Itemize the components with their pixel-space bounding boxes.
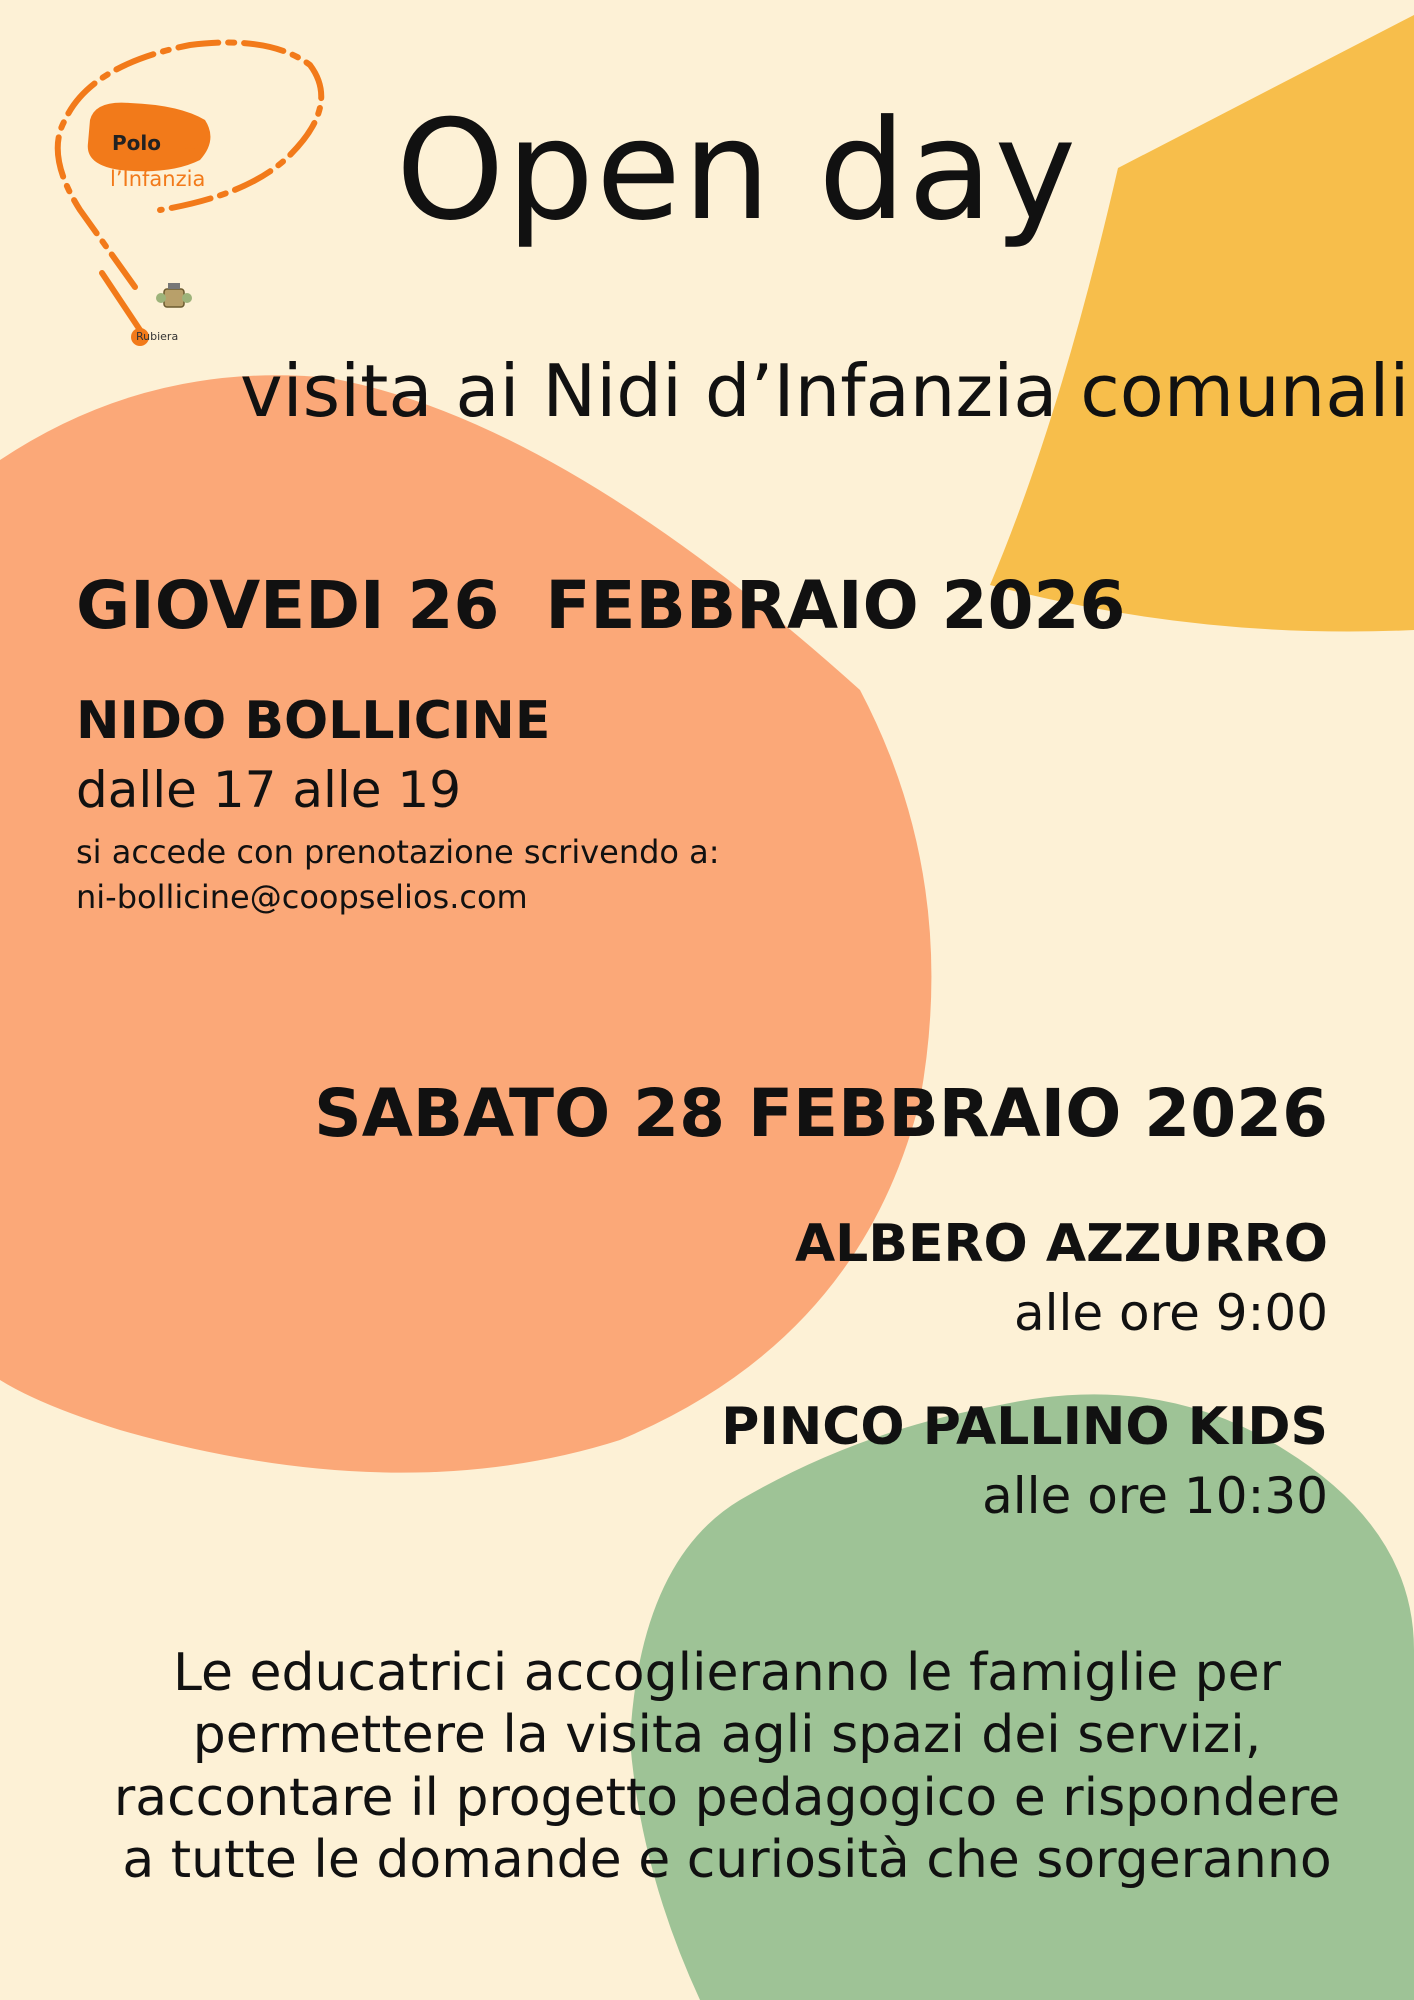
venue-name-nido-bollicine: NIDO BOLLICINE <box>76 691 551 751</box>
venue-name-albero-azzurro: ALBERO AZZURRO <box>794 1214 1328 1274</box>
logo-municipality: Rubiera <box>136 330 179 343</box>
logo-line1-small: per <box>183 141 200 152</box>
salmon-blob <box>0 375 931 1472</box>
booking-note: si accede con prenotazione scrivendo a: <box>76 833 720 871</box>
closing-line: a tutte le domande e curiosità che sorgeranno <box>122 1830 1332 1891</box>
page-title: Open day <box>395 90 1079 251</box>
coat-of-arms-icon <box>156 283 192 307</box>
logo-line1: Polo <box>112 131 161 155</box>
venue-time-albero-azzurro: alle ore 9:00 <box>1013 1284 1328 1342</box>
venue-time-nido-bollicine: dalle 17 alle 19 <box>76 761 462 819</box>
venue-name-pinco-pallino-kids: PINCO PALLINO KIDS <box>721 1397 1328 1457</box>
closing-line: raccontare il progetto pedagogico e rispondere <box>113 1767 1341 1828</box>
closing-line: Le educatrici accoglieranno le famiglie per <box>172 1643 1282 1703</box>
venue-time-pinco-pallino-kids: alle ore 10:30 <box>982 1467 1328 1525</box>
logo-line2: l’Infanzia <box>110 167 206 191</box>
event-date-thursday: GIOVEDI 26 FEBBRAIO 2026 <box>76 567 1126 644</box>
booking-email[interactable]: ni-bollicine@coopselios.com <box>76 878 528 916</box>
closing-line: permettere la visita agli spazi dei servizi, <box>192 1705 1262 1766</box>
event-date-saturday: SABATO 28 FEBBRAIO 2026 <box>314 1075 1328 1152</box>
closing-paragraph <box>60 1642 1394 1892</box>
page-subtitle: visita ai Nidi d’Infanzia comunali <box>240 349 1410 433</box>
